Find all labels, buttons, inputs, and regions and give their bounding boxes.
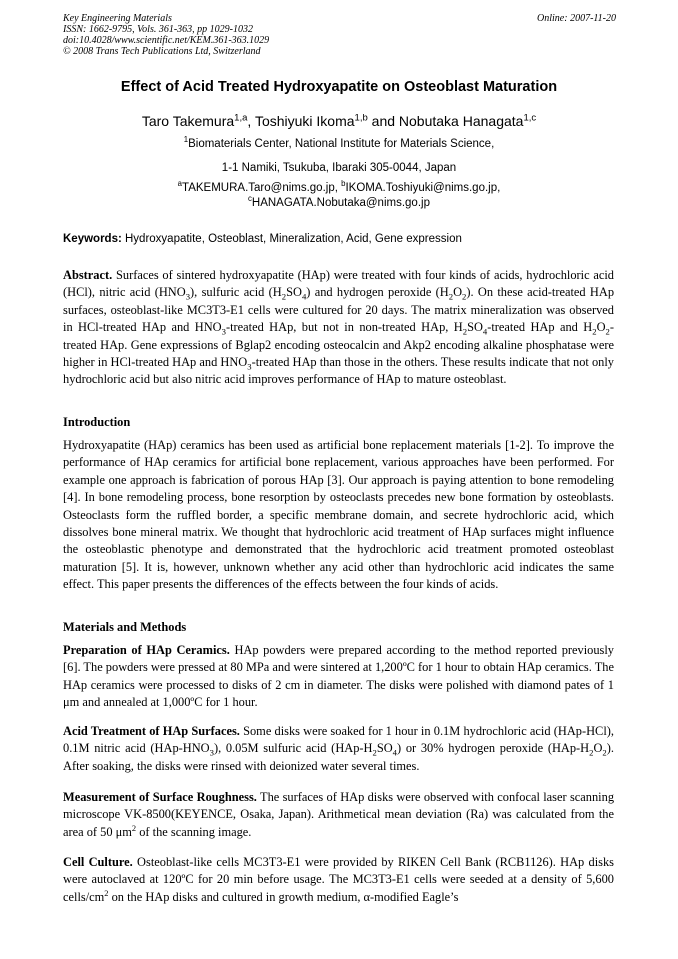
journal-name: Key Engineering Materials — [63, 13, 172, 24]
abstract-text: Surfaces of sintered hydroxyapatite (HAp) were treated with four kinds of acids, hydrochloric acid (HCl), nitric acid (HNO — [63, 268, 614, 300]
email-line-2 — [0, 194, 678, 209]
abstract-text: -treated HAp and H — [487, 320, 593, 335]
acid-treatment-label: Acid Treatment of HAp Surfaces. — [63, 724, 240, 738]
email-link[interactable]: TAKEMURA.Taro@nims.go.jp, — [182, 182, 342, 194]
subscript: 2 — [605, 326, 610, 337]
subscript: 4 — [392, 747, 397, 758]
abstract-text: ) and hydrogen peroxide (H — [306, 285, 449, 300]
email-line-1 — [0, 179, 678, 194]
abstract-text: -treated HAp, but not in non-treated HAp, H — [225, 320, 463, 335]
abstract-text: ). On these acid-treated HAp surfaces, osteoblast-like MC3T3-E1 cells were cultured for 20 days. The matrix mineralization was observed in HCl-treated HAp and HNO — [63, 285, 615, 335]
cell-culture-paragraph — [63, 854, 614, 906]
author-name: Toshiyuki Ikoma — [254, 113, 355, 129]
copyright-line: © 2008 Trans Tech Publications Ltd, Switzerland — [63, 46, 261, 57]
subscript: 3 — [247, 361, 252, 372]
abstract-paragraph — [63, 267, 614, 389]
keywords-text: Hydroxyapatite, Osteoblast, Mineralization, Acid, Gene expression — [121, 233, 462, 245]
affiliation-line-2: 1-1 Namiki, Tsukuba, Ibaraki 305-0044, Japan — [221, 162, 457, 174]
superscript: 2 — [104, 887, 109, 898]
subscript: 3 — [185, 291, 191, 302]
preparation-text: HAp powders were prepared according to the method reported previously [6]. The powders were pressed at 80 MPa and were sintered at 1,200ºC for 1 hour to obtain HAp ceramics. The HAp ceramics were processed to disks of 2 cm in diameter. The disks were polished with diamond pates of 1 μm and annealed at 1,000ºC for 1 hour. — [63, 643, 615, 710]
keywords-label: Keywords: — [63, 233, 122, 245]
affiliation-line-1 — [0, 135, 678, 150]
issn-line: ISSN: 1662-9795, Vols. 361-363, pp 1029-1032 — [63, 24, 253, 35]
methods-heading: Materials and Methods — [63, 620, 187, 634]
cell-culture-label: Cell Culture. — [63, 855, 133, 869]
introduction-heading: Introduction — [63, 415, 131, 429]
subscript: 2 — [448, 291, 454, 302]
author-sup: 1,c — [523, 112, 537, 124]
author-sup: 1,a — [234, 112, 248, 124]
roughness-label: Measurement of Surface Roughness. — [63, 790, 257, 804]
author-separator: , — [247, 113, 255, 129]
author-name: Nobutaka Hanagata — [398, 113, 524, 129]
subscript: 2 — [281, 291, 287, 302]
abstract-text: ), sulfuric acid (H — [190, 285, 282, 300]
subscript: 4 — [301, 291, 307, 302]
email-sup: b — [341, 179, 346, 189]
acid-text: Some disks were soaked for 1 hour in 0.1M hydrochloric acid (HAp-HCl), 0.1M nitric acid (HAp-HNO — [63, 724, 614, 756]
abstract-text: -treated HAp than those in the others. These results indicate that not only hydrochloric acid but also nitric acid improves performance of HAp to mature osteoblast. — [63, 355, 614, 387]
superscript: 2 — [131, 822, 137, 833]
abstract-text: SO — [286, 285, 302, 300]
abstract-text: -treated HAp. Gene expressions of Bglap2 encoding osteocalcin and Akp2 encoding alkaline phosphatase were higher in HCl-treated HAp and HNO — [63, 320, 614, 370]
subscript: 2 — [372, 747, 377, 758]
author-separator: and — [367, 113, 399, 129]
subscript: 3 — [221, 326, 226, 337]
cell-culture-text: on the HAp disks and cultured in growth medium, α-modified Eagle’s — [108, 889, 459, 904]
subscript: 2 — [462, 291, 467, 302]
author-list — [0, 113, 678, 129]
online-date: Online: 2007-11-20 — [537, 13, 616, 24]
acid-text: O — [593, 741, 603, 756]
subscript: 3 — [209, 747, 214, 758]
paper-title: Effect of Acid Treated Hydroxyapatite on Osteoblast Maturation — [120, 79, 558, 95]
cell-culture-text: Osteoblast-like cells MC3T3-E1 were provided by RIKEN Cell Bank (RCB1126). HAp disks were autoclaved at 120ºC for 20 min before usage. The MC3T3-E1 cells were seeded at a density of 5,600 cells/cm — [63, 855, 614, 904]
affiliation-sup: 1 — [183, 135, 189, 145]
email-sup: a — [177, 179, 183, 189]
acid-treatment-paragraph — [63, 723, 614, 775]
email-link[interactable]: IKOMA.Toshiyuki@nims.go.jp, — [345, 182, 501, 194]
subscript: 4 — [482, 326, 488, 337]
subscript: 2 — [589, 747, 594, 758]
roughness-text: of the scanning image. — [136, 824, 252, 839]
subscript: 2 — [602, 747, 607, 758]
affiliation-text: Biomaterials Center, National Institute for Materials Science, — [188, 138, 495, 150]
email-sup: c — [248, 194, 252, 204]
doi-line: doi:10.4028/www.scientific.net/KEM.361-363.1029 — [63, 35, 270, 46]
subscript: 2 — [462, 326, 468, 337]
author-sup: 1,b — [354, 112, 368, 124]
roughness-text: The surfaces of HAp disks were observed with confocal laser scanning microscope VK-8500(KEYENCE, Osaka, Japan). Arithmetical mean deviation (Ra) was calculated from the area of 50 μm — [63, 790, 615, 839]
journal-meta — [63, 13, 269, 57]
preparation-label: Preparation of HAp Ceramics. — [63, 643, 230, 657]
abstract-text: SO — [467, 320, 483, 335]
preparation-paragraph — [63, 642, 614, 712]
subscript: 2 — [592, 326, 597, 337]
introduction-paragraph: Hydroxyapatite (HAp) ceramics has been used as artificial bone replacement materials [1-2]. To improve the performance of HAp ceramics for artificial bone replacement, various approaches have been performed. For example one approach is fabrication of porous HAp [3]. Our approach is paying attention to bone remodeling [4]. In bone remodeling process, bone resorption by osteoclasts precedes new bone formation by osteoblasts. Osteoclasts form the ruffled border, a specific membrane domain, and secrete hydrochloric acid, which dissolves bone mineral matrix. We thought that hydrochloric acid treatment of HAp surfaces might influence the osteoblastic phenotype and demonstrated that the hydrochloric acid treatment promoted osteoblast maturation [5]. It is, however, unknown whether any acid other than hydrochloric acid indicates the same effect. This paper presents the differences of the effects between the four kinds of acids. — [63, 438, 614, 592]
acid-text: ) or 30% hydrogen peroxide (HAp-H — [396, 741, 590, 756]
abstract-label: Abstract. — [63, 268, 113, 282]
acid-text: ), 0.05M sulfuric acid (HAp-H — [213, 741, 373, 756]
acid-text: ). After soaking, the disks were rinsed with deionized water several times. — [63, 741, 614, 773]
abstract-text: O — [453, 285, 463, 300]
author-name: Taro Takemura — [141, 113, 235, 129]
abstract-text: O — [596, 320, 606, 335]
acid-text: SO — [376, 741, 393, 756]
roughness-paragraph — [63, 789, 614, 841]
keywords-line — [63, 233, 462, 245]
email-link[interactable]: HANAGATA.Nobutaka@nims.go.jp — [251, 197, 430, 209]
